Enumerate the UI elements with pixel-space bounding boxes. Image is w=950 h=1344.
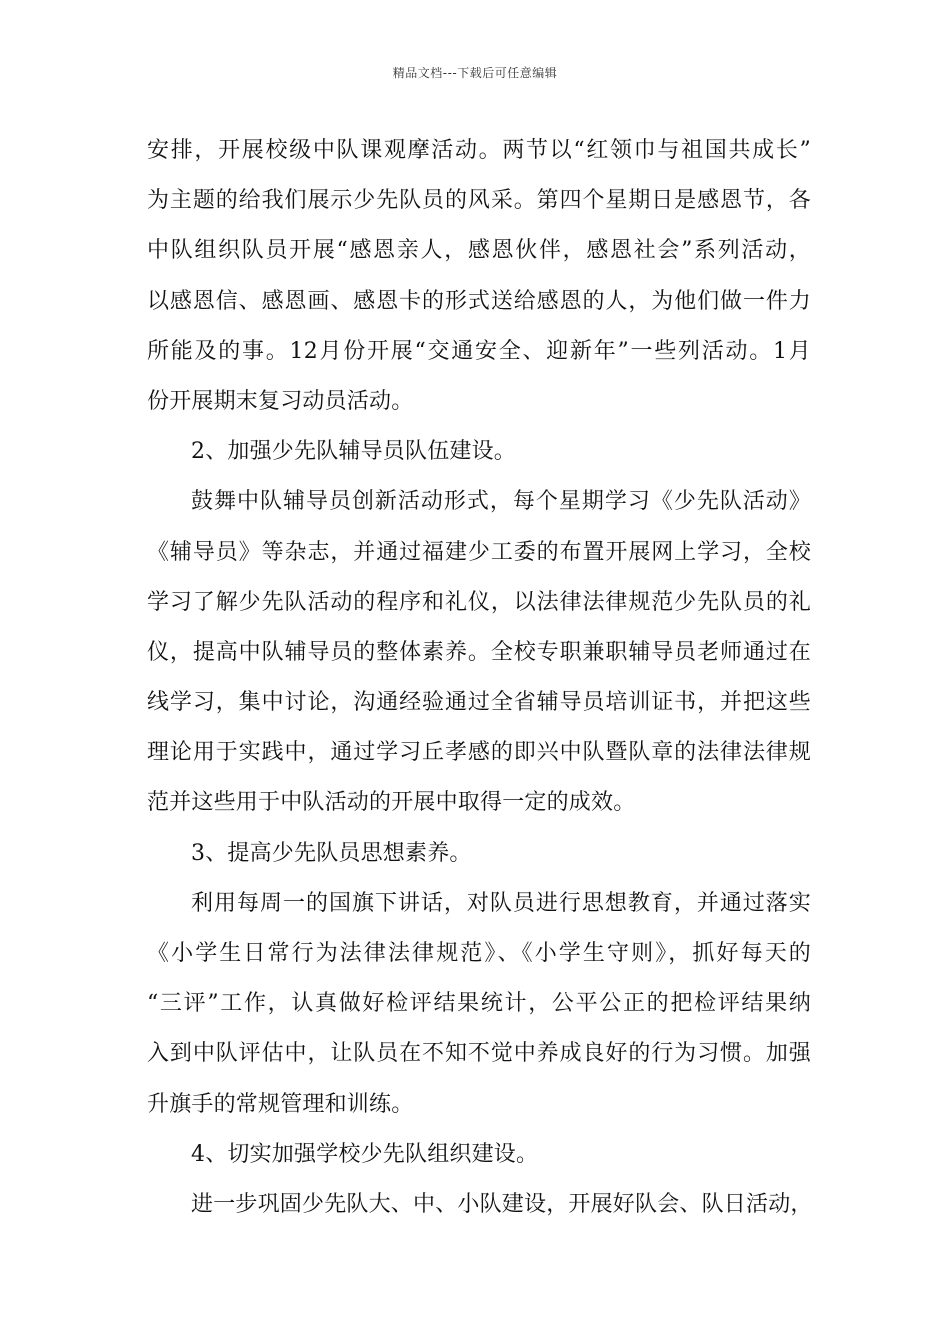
text-line: 范并这些用于中队活动的开展中取得一定的成效。 [147, 790, 636, 816]
section-heading: 3、提高少先队员思想素养。 [191, 840, 472, 866]
text-line: 鼓舞中队辅导员创新活动形式，每个星期学习《少先队活动》 [191, 489, 811, 515]
text-line: 安排，开展校级中队课观摩活动。两节以“红领巾与祖国共成长” [147, 138, 811, 163]
text-line: 进一步巩固少先队大、中、小队建设，开展好队会、队日活动， [191, 1191, 813, 1217]
page-header: 精品文档---下载后可任意编辑 [392, 66, 558, 80]
text-line: 学习了解少先队活动的程序和礼仪，以法律法律规范少先队员的礼 [147, 589, 811, 615]
text-line: 仪，提高中队辅导员的整体素养。全校专职兼职辅导员老师通过在 [147, 639, 811, 665]
text-line: 利用每周一的国旗下讲话，对队员进行思想教育，并通过落实 [191, 890, 811, 916]
text-line: 理论用于实践中，通过学习丘孝感的即兴中队暨队章的法律法律规 [147, 740, 811, 766]
text-line: 线学习，集中讨论，沟通经验通过全省辅导员培训证书，并把这些 [147, 690, 811, 716]
text-line: “三评”工作，认真做好检评结果统计，公平公正的把检评结果纳 [147, 991, 811, 1017]
document-body [147, 126, 811, 1230]
text-line: 所能及的事。12月份开展“交通安全、迎新年”一些列活动。1月 [147, 338, 811, 364]
text-line: 为主题的给我们展示少先队员的风采。第四个星期日是感恩节，各 [147, 188, 811, 214]
text-line: 升旗手的常规管理和训练。 [147, 1091, 414, 1117]
text-line: 《小学生日常行为法律法律规范》、《小学生守则》，抓好每天的 [147, 941, 811, 966]
text-line: 以感恩信、感恩画、感恩卡的形式送给感恩的人，为他们做一件力 [147, 288, 811, 314]
section-heading: 2、加强少先队辅导员队伍建设。 [191, 439, 516, 465]
text-line: 入到中队评估中，让队员在不知不觉中养成良好的行为习惯。加强 [147, 1041, 811, 1067]
text-line: 《辅导员》等杂志，并通过福建少工委的布置开展网上学习，全校 [147, 539, 811, 565]
text-line: 份开展期末复习动员活动。 [147, 388, 414, 414]
text-line: 中队组织队员开展“感恩亲人，感恩伙伴，感恩社会”系列活动， [147, 238, 811, 264]
section-heading: 4、切实加强学校少先队组织建设。 [191, 1141, 539, 1167]
